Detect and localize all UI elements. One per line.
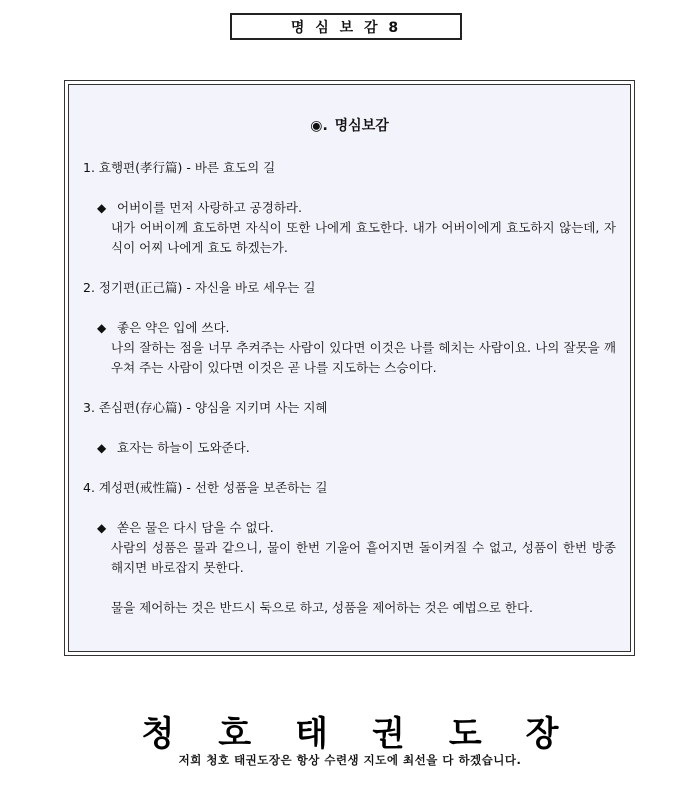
item-heading: 쏟은 물은 다시 담을 수 없다. xyxy=(117,520,274,535)
section-3-item xyxy=(97,438,616,458)
section-3-title xyxy=(83,398,616,418)
page-title: 명 심 보 감 8 xyxy=(230,13,462,40)
section-4-item xyxy=(97,518,616,618)
content-panel xyxy=(68,84,631,652)
section-1-title xyxy=(83,158,616,178)
content-frame xyxy=(64,80,635,656)
section-heading xyxy=(83,116,616,136)
item-heading: 효자는 하늘이 도와준다. xyxy=(117,440,250,455)
section-2-item xyxy=(97,318,616,378)
item-text: 나의 잘하는 점을 너무 추켜주는 사람이 있다면 이것은 나를 헤치는 사람이요. 나의 잘못을 깨우쳐 주는 사람이 있다면 이것은 곧 나를 지도하는 스승이다. xyxy=(111,340,616,375)
section-title: 3. 존심편(存心篇) - 양심을 지키며 사는 지혜 xyxy=(83,400,328,415)
dojang-name: 청호태권도장 xyxy=(141,714,603,754)
item-heading: 좋은 약은 입에 쓰다. xyxy=(117,320,230,335)
diamond-bullet-icon: ◆ xyxy=(97,521,107,535)
diamond-bullet-icon: ◆ xyxy=(97,441,107,455)
diamond-bullet-icon: ◆ xyxy=(97,201,107,215)
target-bullet-icon: ◉. xyxy=(310,118,328,134)
dojang-slogan: 저희 청호 태권도장은 항상 수련생 지도에 최선을 다 하겠습니다. xyxy=(178,753,522,767)
item-extra-text: 물을 제어하는 것은 반드시 둑으로 하고, 성품을 제어하는 것은 예법으로 한다. xyxy=(111,600,534,615)
section-title: 1. 효행편(孝行篇) - 바른 효도의 길 xyxy=(83,160,276,175)
diamond-bullet-icon: ◆ xyxy=(97,321,107,335)
item-text: 내가 어버이께 효도하면 자식이 또한 나에게 효도한다. 내가 어버이에게 효도하지 않는데, 자식이 어찌 나에게 효도 하겠는가. xyxy=(111,220,616,255)
heading-text: 명심보감 xyxy=(334,118,389,134)
item-heading: 어버이를 먼저 사랑하고 공경하라. xyxy=(117,200,302,215)
section-title: 4. 계성편(戒性篇) - 선한 성품을 보존하는 길 xyxy=(83,480,328,495)
section-2-title xyxy=(83,278,616,298)
item-text: 사람의 성품은 물과 같으니, 물이 한번 기울어 흩어지면 돌이켜질 수 없고, 성품이 한번 방종해지면 바로잡지 못한다. xyxy=(111,540,616,575)
section-4-title xyxy=(83,478,616,498)
section-1-item xyxy=(97,198,616,258)
section-title: 2. 정기편(正己篇) - 자신을 바로 세우는 길 xyxy=(83,280,316,295)
